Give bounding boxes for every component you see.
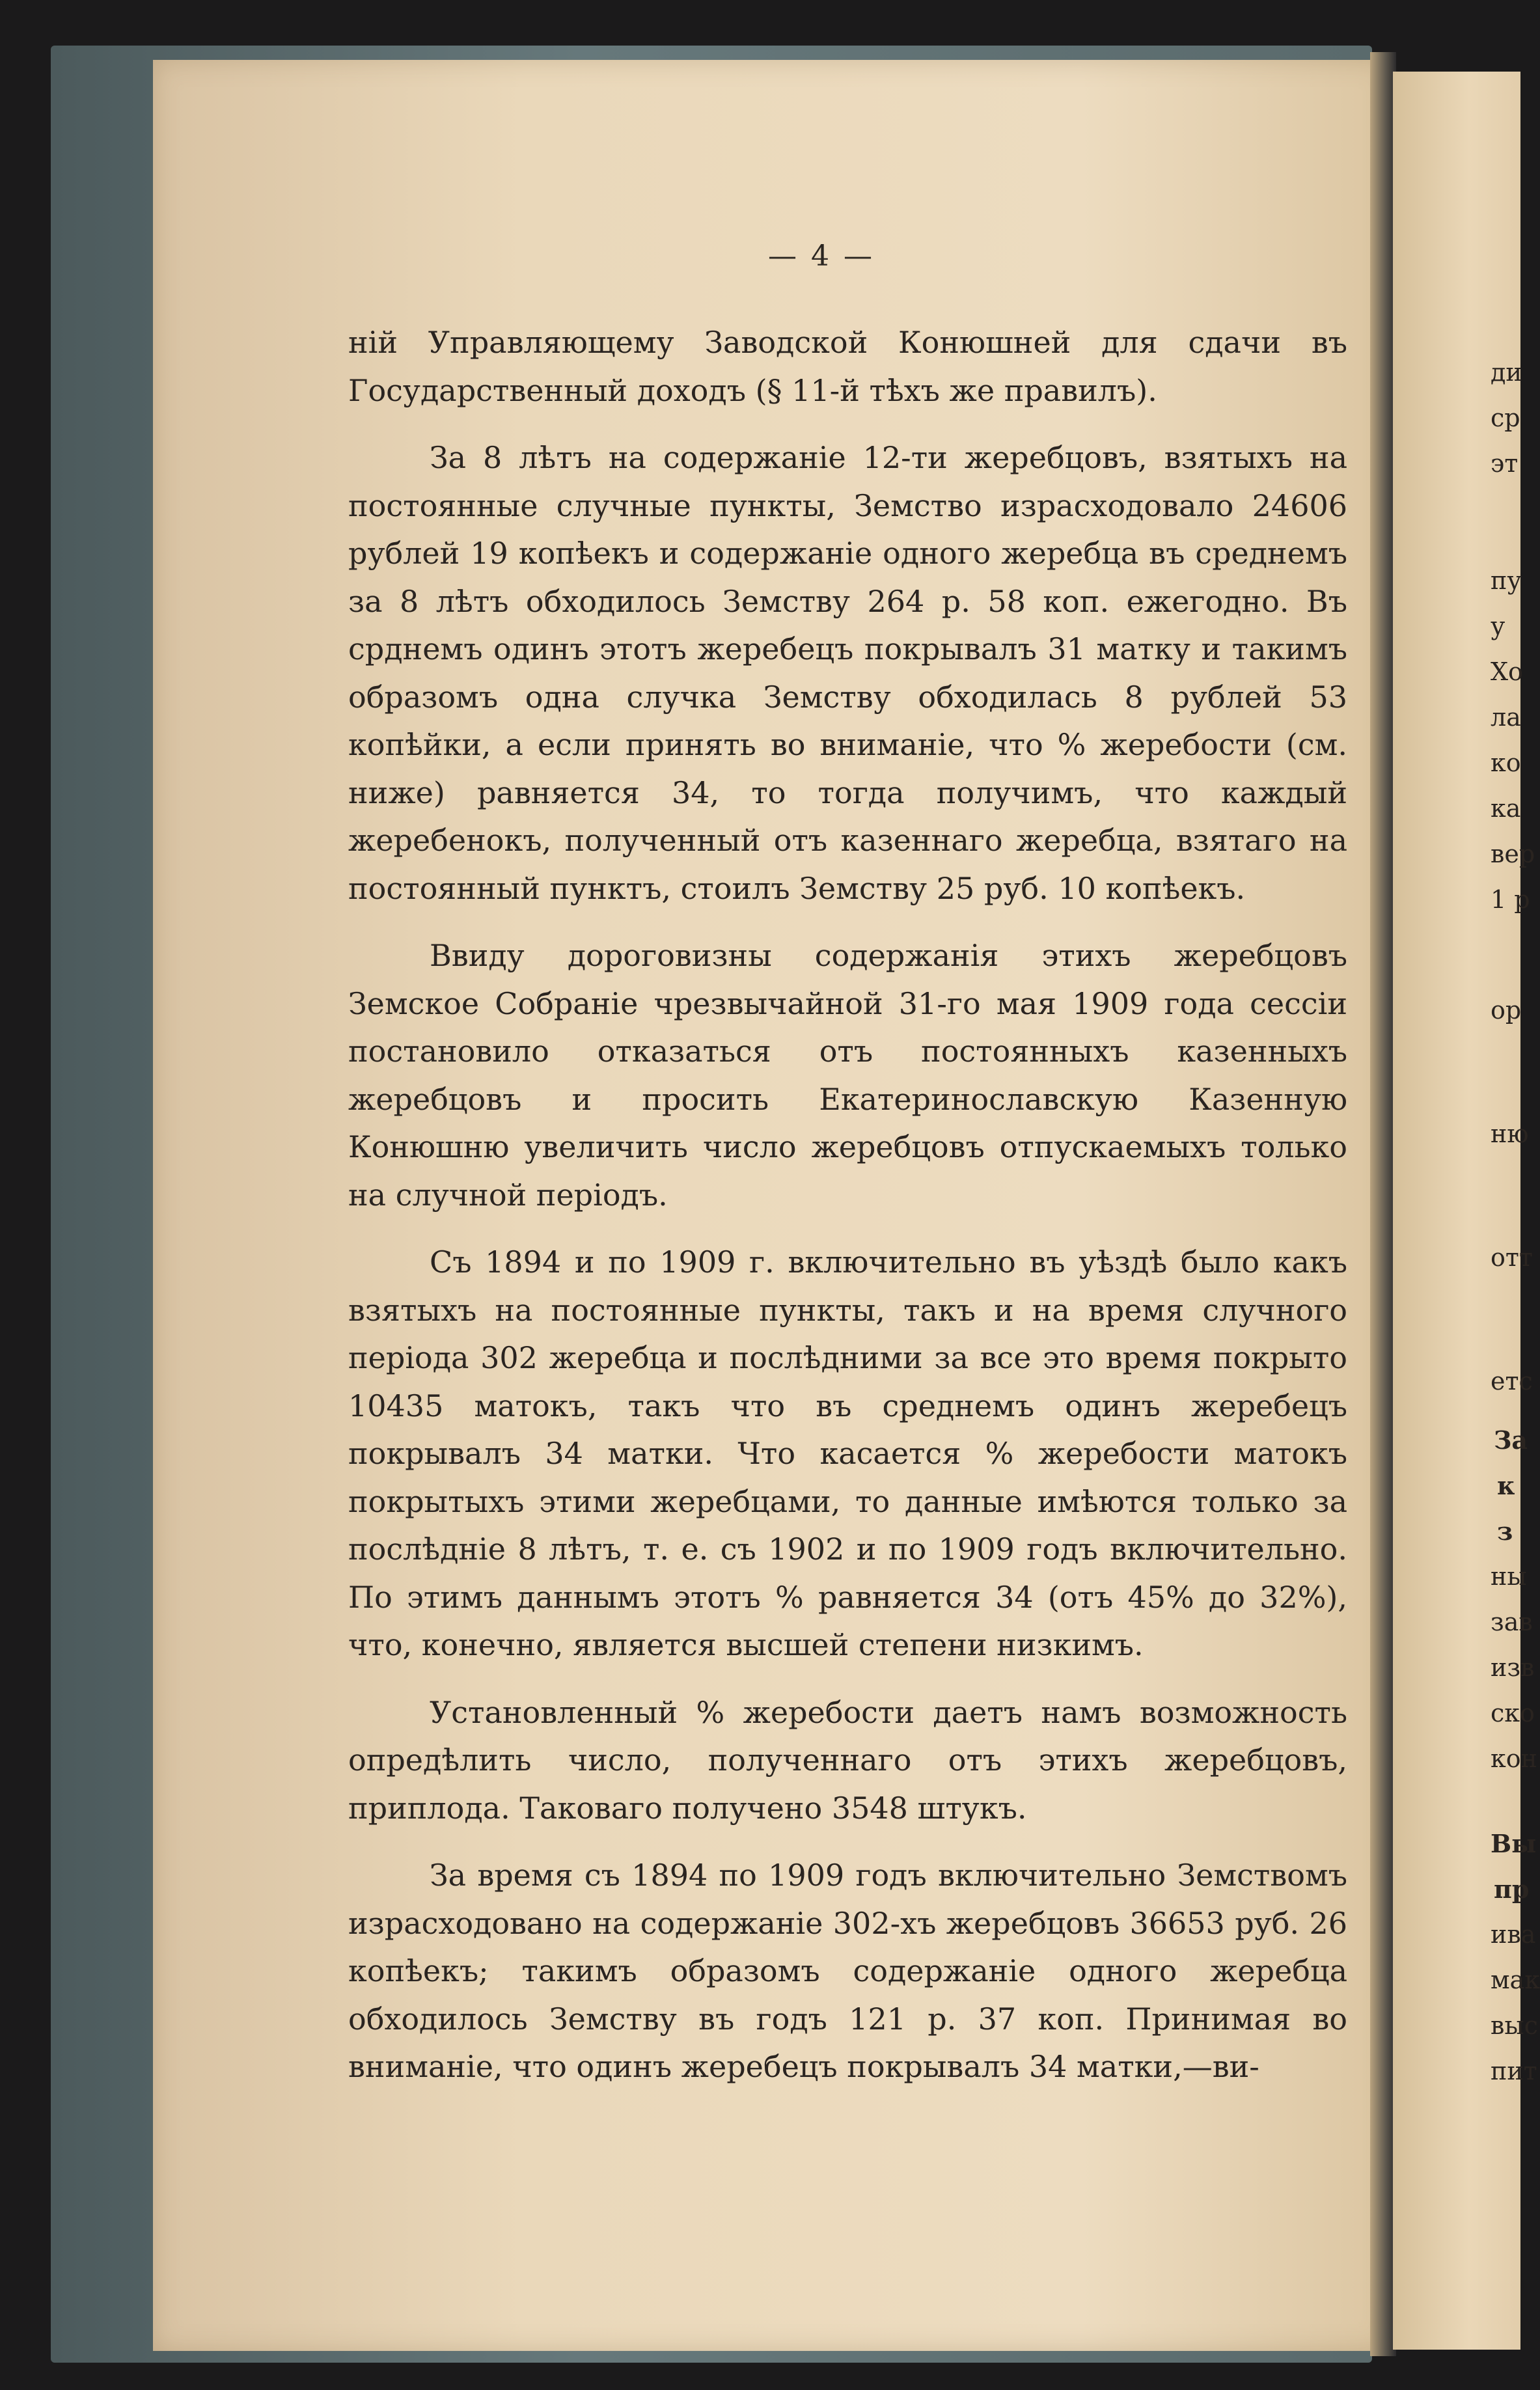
paragraph-6: За время съ 1894 по 1909 годъ включительно Земствомъ израсходовано на содержаніе 302-хъ жеребцовъ 36653 руб. 26 копѣекъ; такимъ образомъ содержаніе одного жеребца обходилось Земству въ годъ 121 р. 37 коп. Принимая во вниманіе, что одинъ жеребецъ покрывалъ 34 матки,—ви- [348, 1858, 1347, 2084]
adjacent-page-fragment: ива [1491, 1920, 1536, 1949]
adjacent-page-fragment: ди [1491, 358, 1522, 387]
adjacent-page-fragment: выс [1491, 2011, 1538, 2040]
adjacent-page-fragment: пр [1494, 1875, 1530, 1904]
adjacent-page-fragment: вер [1491, 840, 1535, 868]
book-gutter [1370, 52, 1396, 2356]
adjacent-page-fragment: кон [1491, 1744, 1537, 1773]
adjacent-page-fragment: За [1494, 1425, 1528, 1455]
page-number: — 4 — [768, 240, 875, 273]
adjacent-page-fragment: Хо [1491, 657, 1523, 686]
paragraph-1: ній Управляющему Заводской Конюшней для сдачи въ Государственный доходъ (§ 11-й тѣхъ же правилъ). [348, 325, 1347, 408]
adjacent-page-fragment: 1 р [1491, 885, 1530, 914]
adjacent-page-fragment: ню [1491, 1119, 1529, 1148]
adjacent-page-fragment: ко [1491, 749, 1521, 777]
adjacent-page-fragment: пу [1491, 566, 1522, 595]
adjacent-page-fragment: отт [1491, 1243, 1533, 1272]
paragraph-2: За 8 лѣтъ на содержаніе 12-ти жеребцовъ, взятыхъ на постоянные случные пункты, Земство израсходовало 24606 рублей 19 копѣекъ и содержаніе одного жеребца въ среднемъ за 8 лѣтъ обходилось Земству 264 р. 58 коп. ежегодно. Въ срднемъ одинъ этотъ жеребецъ покрывалъ 31 матку и такимъ образомъ одна случка Земству обходилась 8 рублей 53 копѣйки, а если принять во вниманіе, что % жеребости (см. ниже) равняется 34, то тогда получимъ, что каждый жеребенокъ, полученный отъ казеннаго жеребца, взятаго на постоянный пунктъ, стоилъ Земству 25 руб. 10 копѣекъ. [348, 440, 1347, 906]
adjacent-page-fragment: эт [1491, 449, 1519, 478]
adjacent-page-fragment: з [1497, 1517, 1513, 1546]
page-text [348, 319, 1347, 2111]
adjacent-page-fragment: зав [1491, 1608, 1533, 1636]
adjacent-page-fragment: изв [1491, 1653, 1535, 1682]
adjacent-page-fragment: мак [1491, 1966, 1540, 1994]
adjacent-page [1393, 72, 1540, 2350]
adjacent-page-fragment: к [1497, 1471, 1515, 1500]
adjacent-page-fragment: ско [1491, 1699, 1535, 1727]
adjacent-page-fragment: ор [1491, 996, 1522, 1024]
adjacent-page-fragment: ср [1491, 404, 1520, 432]
adjacent-page-fragment: ка [1491, 794, 1521, 823]
adjacent-page-fragment: ны [1491, 1562, 1527, 1591]
adjacent-page-fragment: Вы [1491, 1829, 1537, 1858]
paragraph-3: Ввиду дороговизны содержанія этихъ жеребцовъ Земское Собраніе чрезвычайной 31-го мая 1909 года сессіи постановило отказаться отъ постоянныхъ казенныхъ жеребцовъ и просить Екатеринославскую Казенную Конюшню увеличить число жеребцовъ отпускаемыхъ только на случной періодъ. [348, 938, 1347, 1213]
adjacent-page-fragment: етс [1491, 1367, 1533, 1395]
paragraph-4: Съ 1894 и по 1909 г. включительно въ уѣздѣ было какъ взятыхъ на постоянные пункты, такъ и на время случного періода 302 жеребца и послѣдними за все это время покрыто 10435 матокъ, такъ что въ среднемъ одинъ жеребецъ покрывалъ 34 матки. Что касается % жеребости матокъ покрытыхъ этими жеребцами, то данные имѣются только за послѣдніе 8 лѣтъ, т. е. съ 1902 и по 1909 годъ включительно. По этимъ даннымъ этотъ % равняется 34 (отъ 45% до 32%), что, конечно, является высшей степени низкимъ. [348, 1244, 1347, 1662]
adjacent-page-fragment: ла [1491, 703, 1521, 732]
adjacent-page-fragment: у [1491, 612, 1506, 640]
paragraph-5: Установленный % жеребости даетъ намъ возможность опредѣлить число, полученнаго отъ этихъ жеребцовъ, приплода. Таковаго получено 3548 штукъ. [348, 1694, 1347, 1826]
adjacent-page-fragment: пит [1491, 2057, 1537, 2085]
